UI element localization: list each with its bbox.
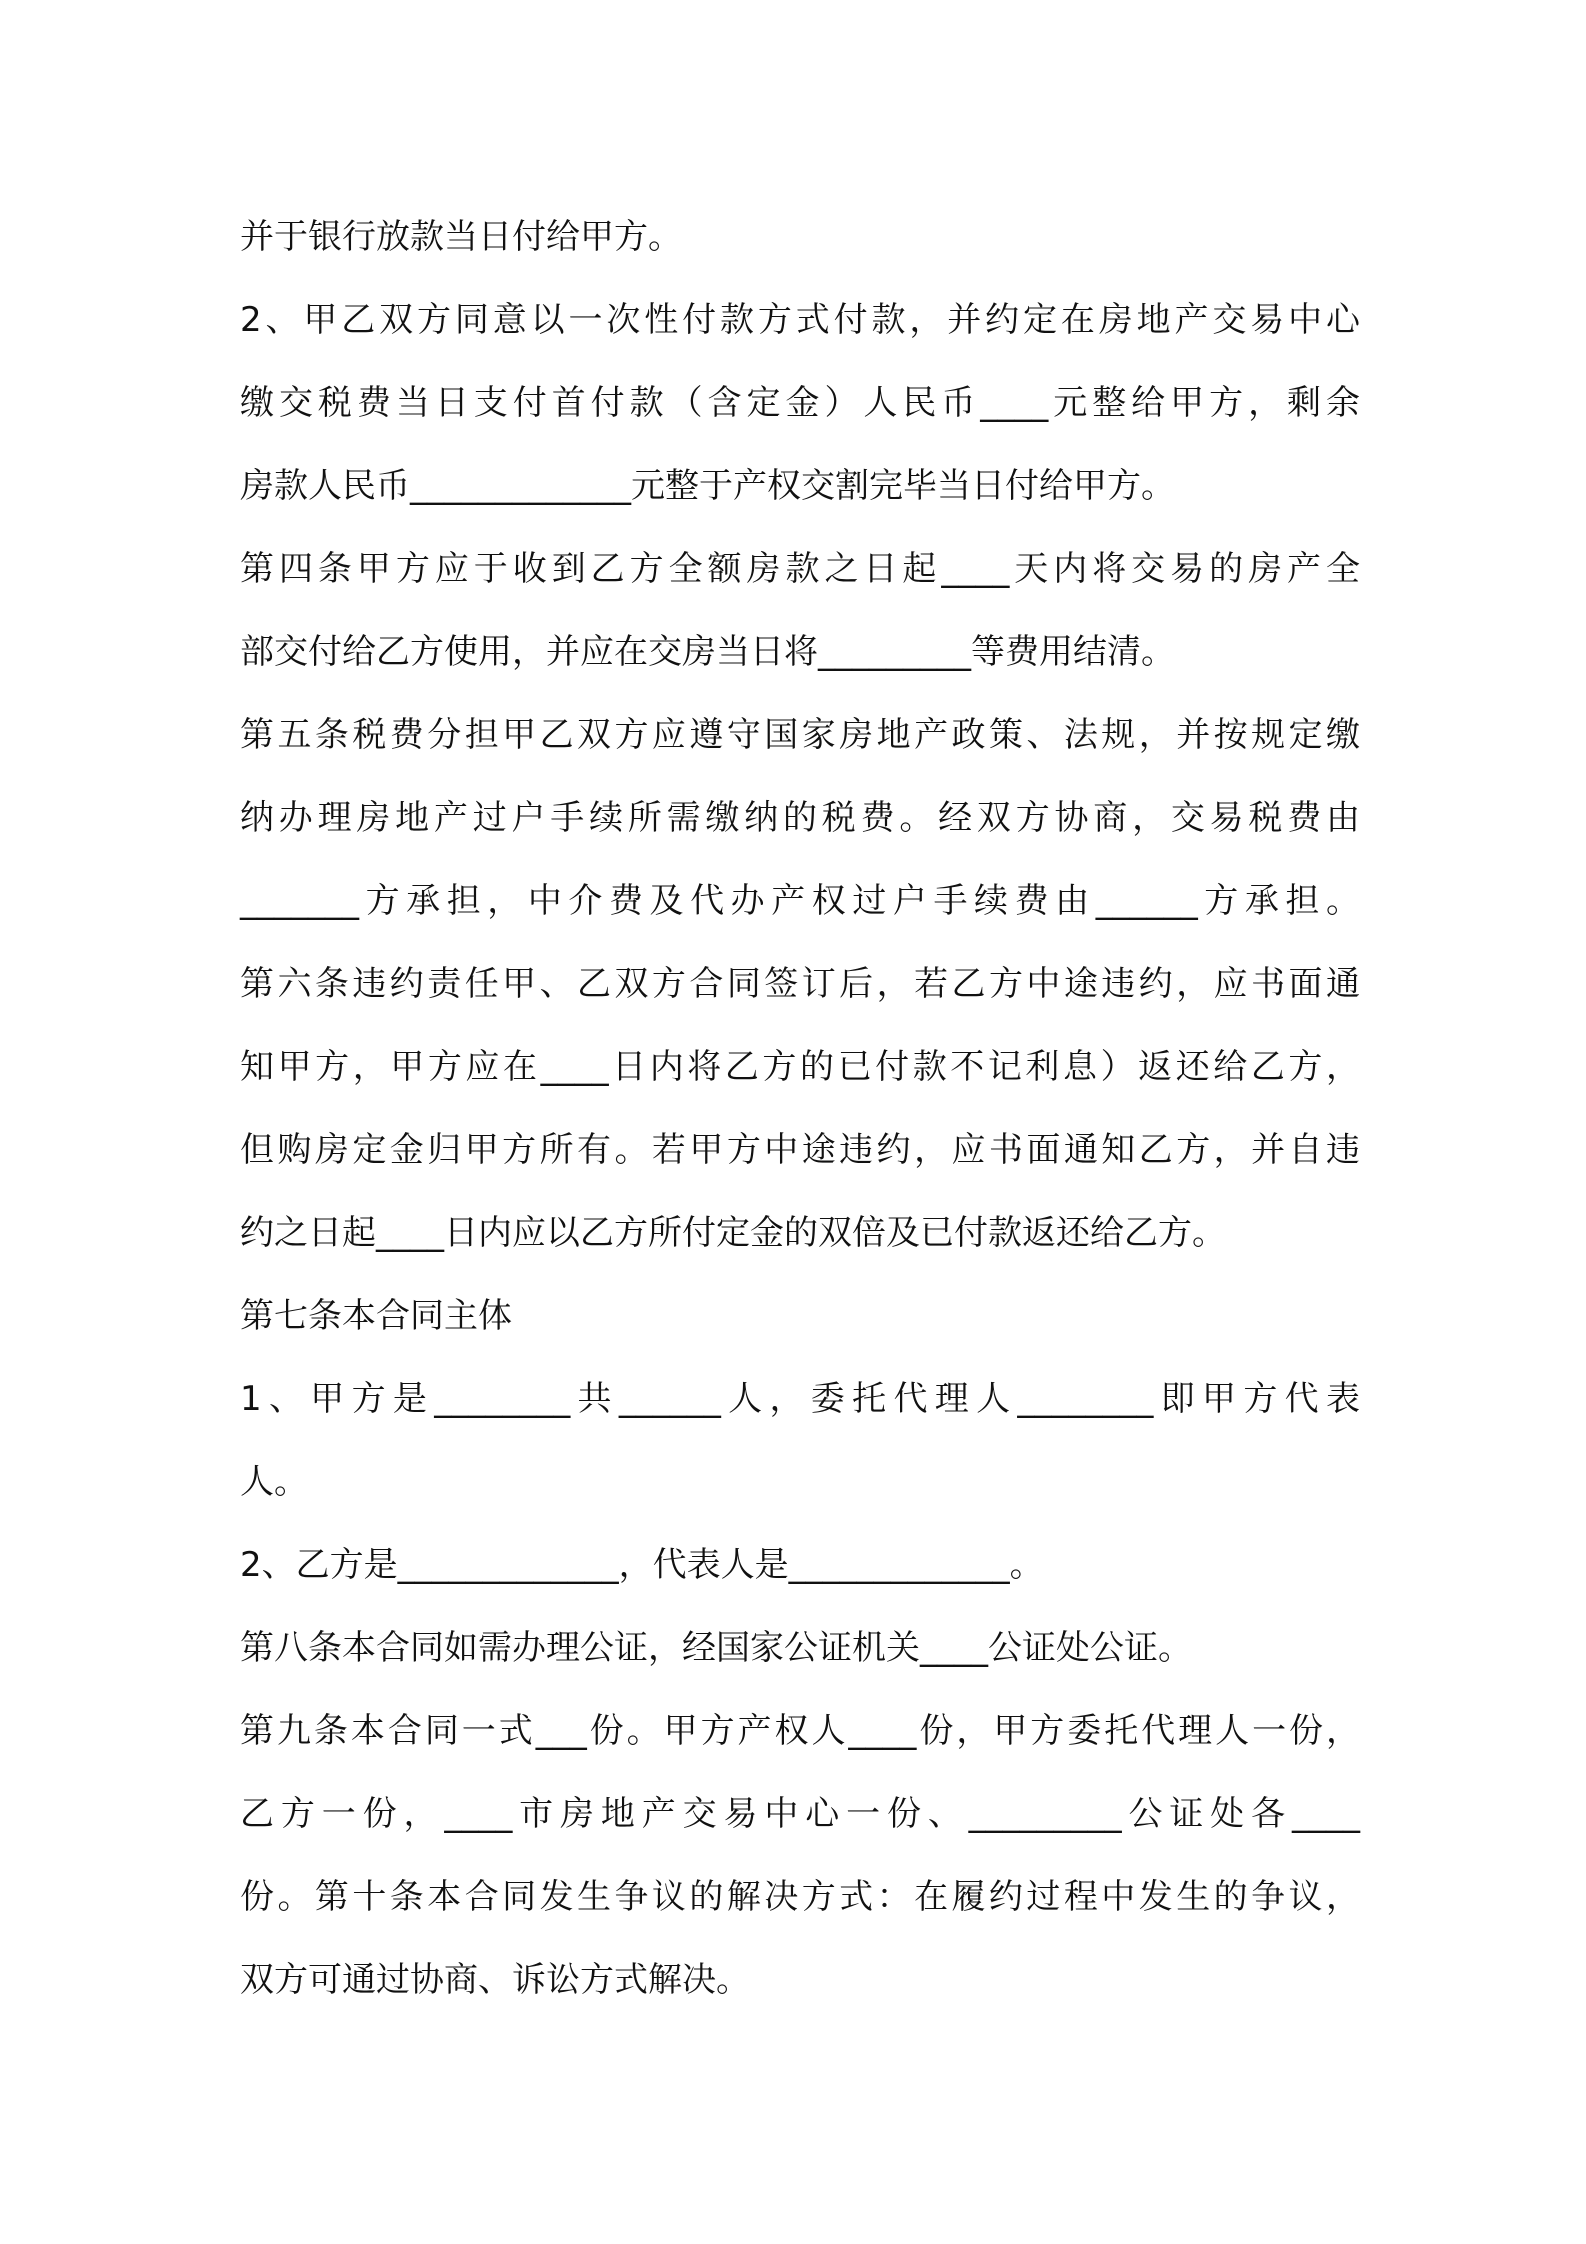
text-line: 部交付给乙方使用，并应在交房当日将_________等费用结清。 <box>240 632 1175 672</box>
text-line: 纳办理房地产过户手续所需缴纳的税费。经双方协商，交易税费由 <box>240 798 1360 838</box>
text-line: 第五条税费分担甲乙双方应遵守国家房地产政策、法规，并按规定缴 <box>240 715 1360 755</box>
text-line: 第四条甲方应于收到乙方全额房款之日起____天内将交易的房产全 <box>240 549 1360 589</box>
text-line: 知甲方，甲方应在____日内将乙方的已付款不记利息）返还给乙方， <box>240 1047 1360 1087</box>
text-line: 第八条本合同如需办理公证，经国家公证机关____公证处公证。 <box>240 1628 1192 1668</box>
text-line: 第九条本合同一式___份。甲方产权人____份，甲方委托代理人一份， <box>240 1711 1360 1751</box>
text-line: 房款人民币_____________元整于产权交割完毕当日付给甲方。 <box>240 466 1175 506</box>
text-line: 第七条本合同主体 <box>240 1296 512 1336</box>
text-line: 份。第十条本合同发生争议的解决方式：在履约过程中发生的争议， <box>240 1877 1360 1917</box>
contract-text <box>240 196 1360 2022</box>
text-line: 人。 <box>240 1462 308 1502</box>
text-line: 2、乙方是_____________，代表人是_____________。 <box>240 1545 1044 1585</box>
text-line: 双方可通过协商、诉讼方式解决。 <box>240 1960 750 2000</box>
text-line: 缴交税费当日支付首付款（含定金）人民币____元整给甲方，剩余 <box>240 383 1360 423</box>
text-line: 约之日起____日内应以乙方所付定金的双倍及已付款返还给乙方。 <box>240 1213 1226 1253</box>
text-line: 但购房定金归甲方所有。若甲方中途违约，应书面通知乙方，并自违 <box>240 1130 1360 1170</box>
text-line: 乙方一份，____市房地产交易中心一份、_________公证处各____ <box>240 1794 1360 1834</box>
text-line: 1、甲方是________共______人，委托代理人________即甲方代表 <box>240 1379 1360 1419</box>
text-line: 2、甲乙双方同意以一次性付款方式付款，并约定在房地产交易中心 <box>240 300 1360 340</box>
text-line: _______方承担，中介费及代办产权过户手续费由______方承担。 <box>240 881 1360 921</box>
text-line: 第六条违约责任甲、乙双方合同签订后，若乙方中途违约，应书面通 <box>240 964 1360 1004</box>
text-line: 并于银行放款当日付给甲方。 <box>240 217 682 257</box>
